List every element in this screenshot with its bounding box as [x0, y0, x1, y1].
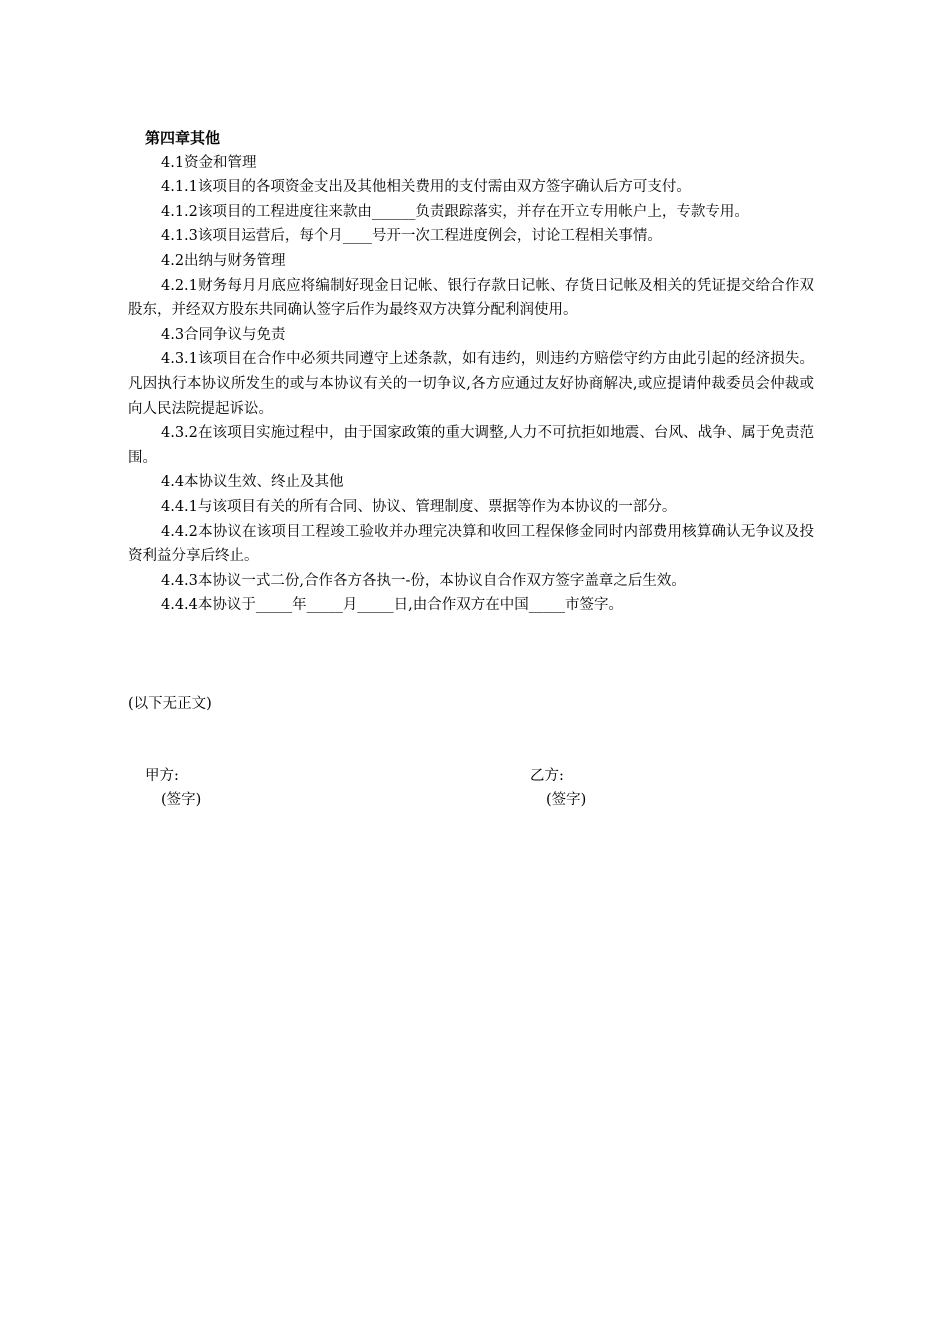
signature-party-b — [530, 764, 586, 812]
section-heading-4-4: 4.4本协议生效、终止及其他 — [161, 474, 344, 491]
party-a-label: 甲方: — [145, 768, 179, 784]
clause-4-3-1: 4.3.1该项目在合作中必须共同遵守上述条款，如有违约，则违约方赔偿守约方由此引起的经济损失。凡因执行本协议所发生的或与本协议有关的一切争议,各方应通过友好协商解决,或应提请仲裁委员会仲裁或向人民法院提起诉讼。 — [128, 351, 814, 417]
document-body — [128, 126, 814, 618]
section-heading-4-2: 4.2出纳与财务管理 — [161, 252, 286, 269]
signature-party-a — [145, 764, 201, 812]
clause-4-4-3: 4.4.3本协议一式二份,合作各方各执一-份，本协议自合作双方签字盖章之后生效。 — [161, 572, 686, 589]
clause-4-4-2: 4.4.2本协议在该项目工程竣工验收并办理完决算和收回工程保修金同时内部费用核算确认无争议及投资利益分享后终止。 — [128, 523, 814, 565]
clause-4-2-1: 4.2.1财务每月月底应将编制好现金日记帐、银行存款日记帐、存货日记帐及相关的凭证提交给合作双股东，并经双方股东共同确认签字后作为最终双方决算分配利润使用。 — [128, 277, 814, 319]
section-heading-4-1: 4.1资金和管理 — [161, 154, 257, 171]
party-a-sign-note: (签字) — [161, 792, 202, 808]
clause-4-1-1: 4.1.1该项目的各项资金支出及其他相关费用的支付需由双方签字确认后方可支付。 — [161, 179, 691, 196]
clause-4-1-2: 4.1.2该项目的工程进度往来款由______负责跟踪落实，并存在开立专用帐户上，专款专用。 — [161, 203, 749, 220]
party-b-sign-note: (签字) — [546, 792, 587, 808]
section-heading-4-3: 4.3合同争议与免责 — [161, 326, 286, 343]
clause-4-4-1: 4.4.1与该项目有关的所有合同、协议、管理制度、票据等作为本协议的一部分。 — [161, 498, 677, 515]
chapter-title: 第四章其他 — [145, 129, 221, 147]
clause-4-3-2: 4.3.2在该项目实施过程中，由于国家政策的重大调整,人力不可抗拒如地震、台风、战争、属于免责范围。 — [128, 425, 814, 466]
end-of-text-note: (以下无正文) — [128, 696, 212, 712]
party-b-label: 乙方: — [530, 768, 564, 784]
clause-4-4-4: 4.4.4本协议于_____年_____月_____日,由合作双方在中国_____市签字。 — [161, 597, 624, 614]
clause-4-1-3: 4.1.3该项目运营后，每个月____号开一次工程进度例会，讨论工程相关事情。 — [161, 228, 662, 245]
